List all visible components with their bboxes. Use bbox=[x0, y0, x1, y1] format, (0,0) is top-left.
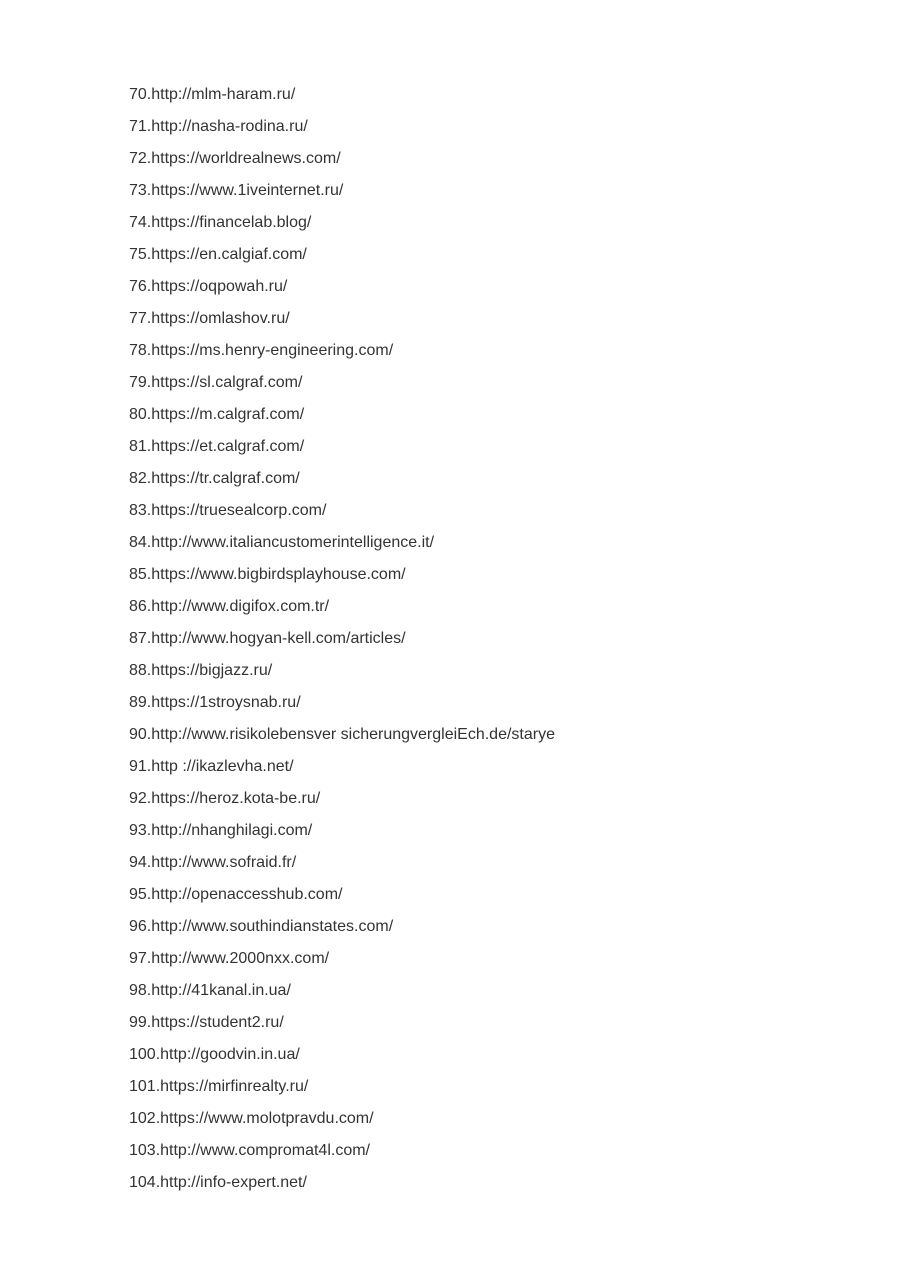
list-item: 82.https://tr.calgraf.com/ bbox=[129, 470, 300, 487]
list-item: 96.http://www.southindianstates.com/ bbox=[129, 918, 394, 935]
list-item: 94.http://www.sofraid.fr/ bbox=[129, 854, 297, 871]
list-item: 100.http://goodvin.in.ua/ bbox=[129, 1046, 300, 1063]
list-item: 78.https://ms.henry-engineering.com/ bbox=[129, 342, 394, 359]
list-item: 84.http://www.italiancustomerintelligence.it/ bbox=[129, 534, 435, 551]
list-item: 77.https://omlashov.ru/ bbox=[129, 310, 290, 327]
list-item: 91.http ://ikazlevha.net/ bbox=[129, 758, 294, 775]
list-item: 101.https://mirfinrealty.ru/ bbox=[129, 1078, 309, 1095]
list-item: 75.https://en.calgiaf.com/ bbox=[129, 246, 307, 263]
list-item: 74.https://financelab.blog/ bbox=[129, 214, 312, 231]
url-list bbox=[129, 84, 869, 1204]
list-item: 90.http://www.risikolebensver sicherungvergleiEch.de/starye bbox=[129, 726, 555, 743]
list-item: 70.http://mlm-haram.ru/ bbox=[129, 86, 296, 103]
list-item: 86.http://www.digifox.com.tr/ bbox=[129, 598, 330, 615]
list-item: 85.https://www.bigbirdsplayhouse.com/ bbox=[129, 566, 406, 583]
list-item: 72.https://worldrealnews.com/ bbox=[129, 150, 341, 167]
list-item: 71.http://nasha-rodina.ru/ bbox=[129, 118, 308, 135]
list-item: 81.https://et.calgraf.com/ bbox=[129, 438, 305, 455]
list-item: 83.https://truesealcorp.com/ bbox=[129, 502, 327, 519]
list-item: 99.https://student2.ru/ bbox=[129, 1014, 284, 1031]
list-item: 93.http://nhanghilagi.com/ bbox=[129, 822, 313, 839]
list-item: 104.http://info-expert.net/ bbox=[129, 1174, 307, 1191]
list-item: 95.http://openaccesshub.com/ bbox=[129, 886, 343, 903]
list-item: 89.https://1stroysnab.ru/ bbox=[129, 694, 301, 711]
list-item: 79.https://sl.calgraf.com/ bbox=[129, 374, 303, 391]
list-item: 103.http://www.compromat4l.com/ bbox=[129, 1142, 370, 1159]
list-item: 92.https://heroz.kota-be.ru/ bbox=[129, 790, 321, 807]
list-item: 97.http://www.2000nxx.com/ bbox=[129, 950, 330, 967]
list-item: 102.https://www.molotpravdu.com/ bbox=[129, 1110, 374, 1127]
list-item: 76.https://oqpowah.ru/ bbox=[129, 278, 288, 295]
list-item: 87.http://www.hogyan-kell.com/articles/ bbox=[129, 630, 406, 647]
list-item: 80.https://m.calgraf.com/ bbox=[129, 406, 305, 423]
list-item: 98.http://41kanal.in.ua/ bbox=[129, 982, 291, 999]
list-item: 88.https://bigjazz.ru/ bbox=[129, 662, 273, 679]
list-item: 73.https://www.1iveinternet.ru/ bbox=[129, 182, 344, 199]
